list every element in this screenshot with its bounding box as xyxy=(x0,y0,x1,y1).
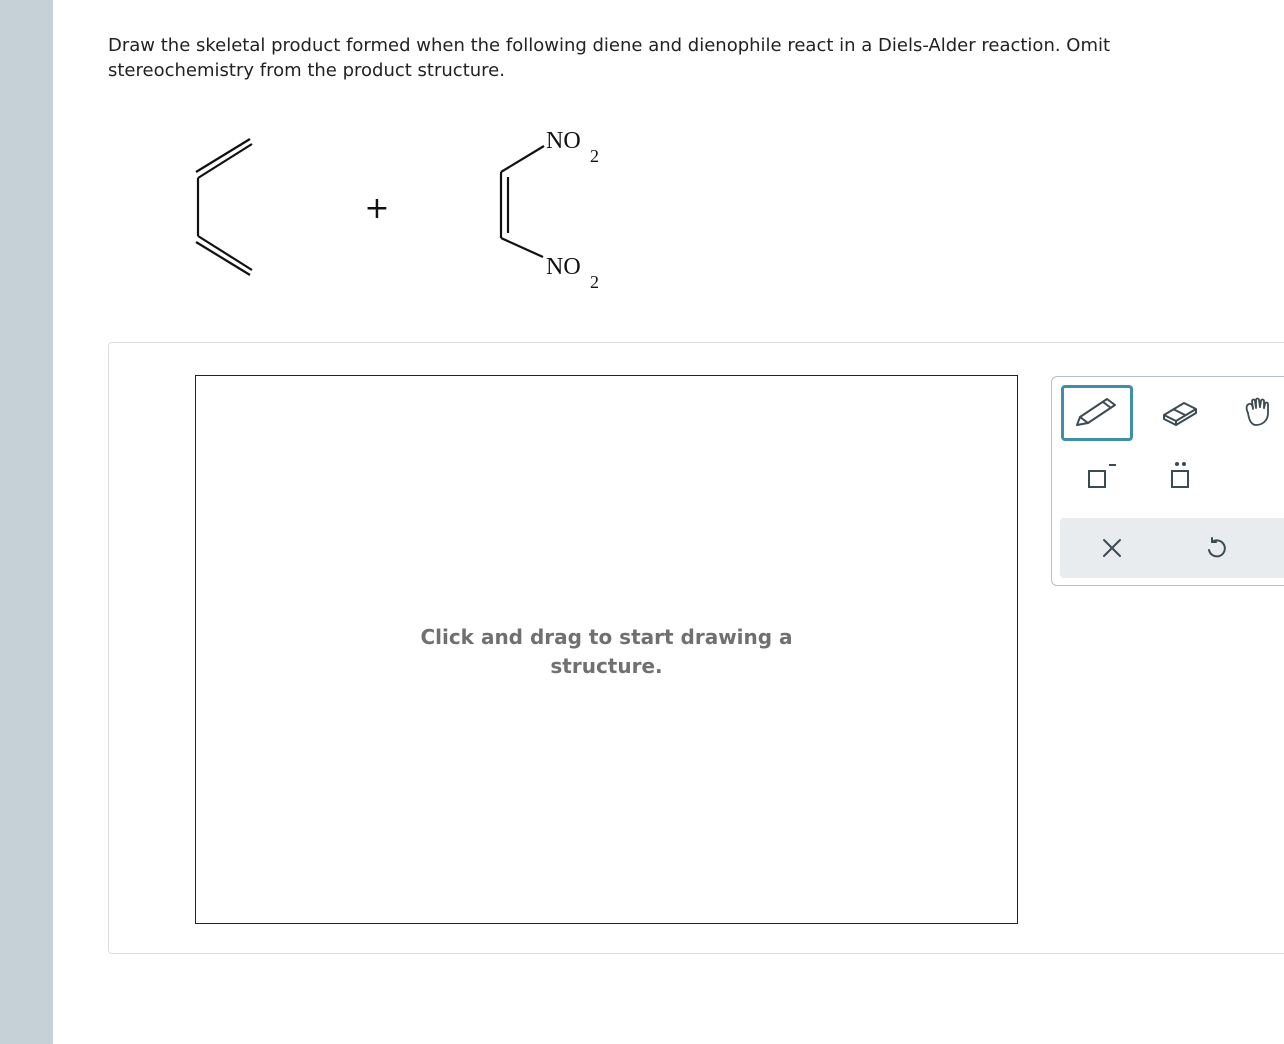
lone-pair-icon xyxy=(1160,457,1200,493)
eraser-tool-button[interactable] xyxy=(1152,387,1208,439)
canvas-hint: Click and drag to start drawing a structure. xyxy=(420,625,793,678)
drawing-canvas[interactable] xyxy=(195,375,1018,924)
svg-text:2: 2 xyxy=(590,146,599,166)
eraser-icon xyxy=(1158,397,1202,429)
nitro-group-bottom xyxy=(546,254,599,292)
dienophile-structure xyxy=(501,146,544,257)
undo-button[interactable] xyxy=(1192,526,1240,570)
drawing-toolbox xyxy=(1051,376,1284,586)
clear-button[interactable] xyxy=(1088,526,1136,570)
reaction-scheme xyxy=(150,110,670,310)
plus-sign: + xyxy=(364,191,390,226)
nitro-group-top xyxy=(546,128,599,166)
action-bar xyxy=(1060,518,1284,578)
charge-tool-button[interactable] xyxy=(1066,453,1128,497)
charge-icon xyxy=(1075,457,1119,493)
hand-icon xyxy=(1240,395,1280,431)
svg-text:2: 2 xyxy=(590,272,599,292)
left-rail xyxy=(0,0,53,1044)
pencil-icon xyxy=(1071,395,1123,431)
svg-text:NO: NO xyxy=(546,128,581,154)
svg-text:NO: NO xyxy=(546,254,581,280)
clear-icon xyxy=(1100,536,1124,560)
pencil-tool-button[interactable] xyxy=(1061,385,1133,441)
question-text: Draw the skeletal product formed when the following diene and dienophile react in a Diels-Alder reaction. Omit stereochemistry from the product structure. xyxy=(108,35,1111,81)
diene-structure xyxy=(196,139,252,275)
lone-pair-tool-button[interactable] xyxy=(1152,453,1208,497)
undo-icon xyxy=(1204,536,1228,560)
hand-tool-button[interactable] xyxy=(1232,387,1284,439)
